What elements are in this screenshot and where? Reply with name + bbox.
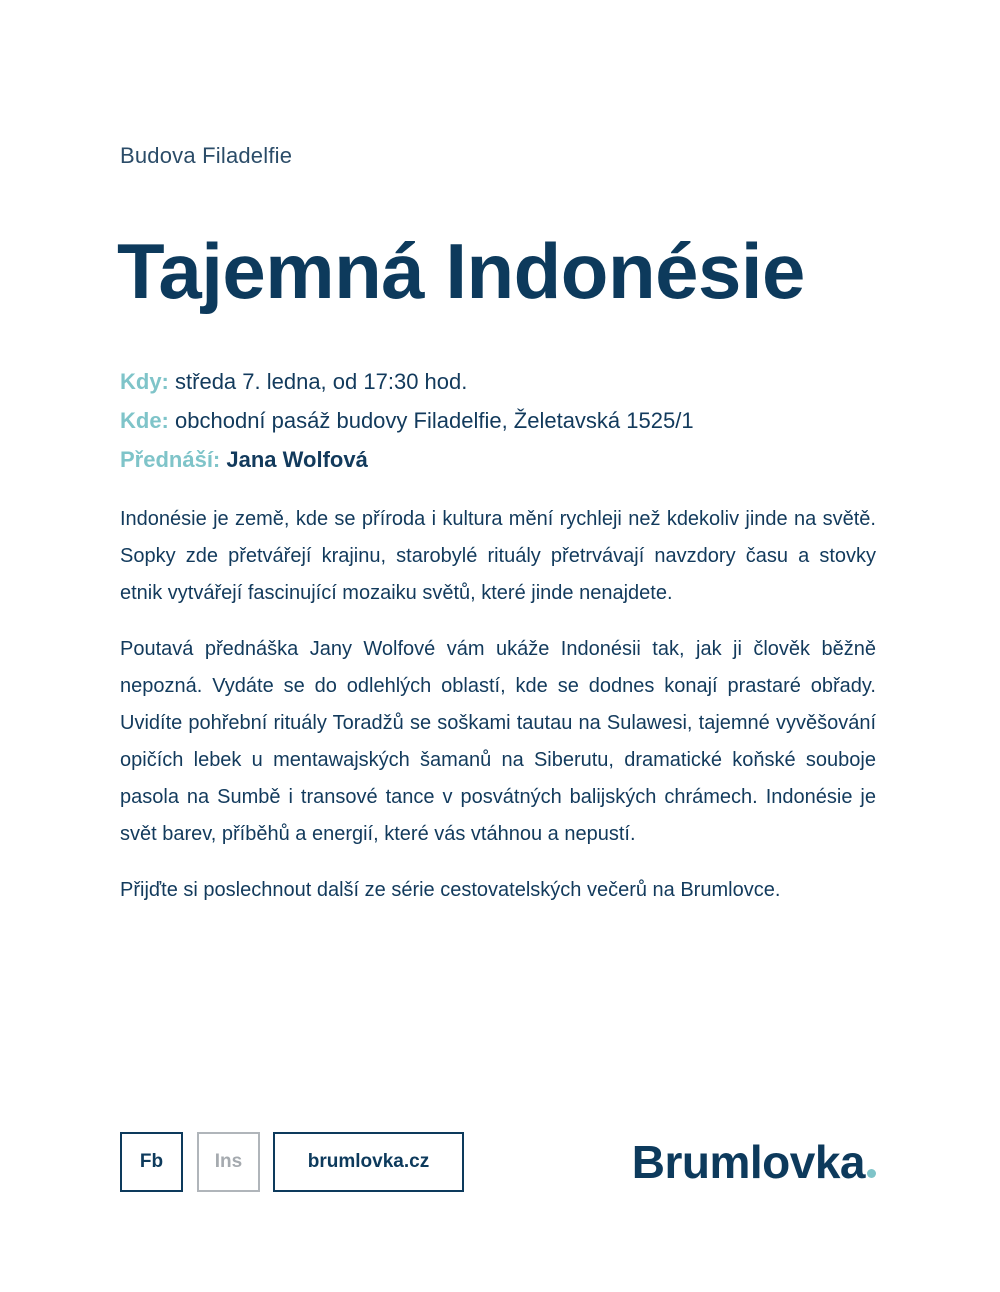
where-value: obchodní pasáž budovy Filadelfie, Želetavská 1525/1 [175, 408, 694, 433]
info-when [120, 362, 694, 401]
venue-label: Budova Filadelfie [120, 143, 293, 168]
event-title: Tajemná Indonésie [117, 227, 805, 315]
speaker-label: Přednáší: [120, 447, 221, 472]
event-info [120, 362, 694, 479]
info-speaker [120, 440, 694, 479]
when-label: Kdy: [120, 369, 169, 394]
speaker-value: Jana Wolfová [226, 447, 368, 472]
website-link[interactable]: brumlovka.cz [273, 1132, 464, 1192]
brumlovka-logo [632, 1135, 876, 1189]
instagram-button[interactable]: Ins [197, 1132, 260, 1192]
description-paragraph-1: Indonésie je země, kde se příroda i kultura mění rychleji než kdekoliv jinde na světě. Sopky zde přetvářejí krajinu, starobylé rituály přetrvávají navzdory času a stovky etnik vytvářejí fascinující mozaiku světů, které jinde nenajdete. [120, 508, 876, 604]
where-label: Kde: [120, 408, 169, 433]
description-paragraph-2: Poutavá přednáška Jany Wolfové vám ukáže Indonésii tak, jak ji člověk běžně nepozná. Vydáte se do odlehlých oblastí, kde se dodnes konají prastaré obřady. Uvidíte pohřební rituály Toradžů se soškami tautau na Sulawesi, tajemné vyvěšování opičích lebek u mentawajských šamanů na Siberutu, dramatické koňské souboje pasola na Sumbě i transové tance v posvátných balijských chrámech. Indonésie je svět barev, příběhů a energií, které vás vtáhnou a nepustí. [120, 638, 876, 845]
info-where [120, 401, 694, 440]
event-description [120, 501, 876, 928]
when-value: středa 7. ledna, od 17:30 hod. [175, 369, 468, 394]
footer [120, 1132, 876, 1196]
logo-dot-icon [867, 1169, 876, 1178]
facebook-button[interactable]: Fb [120, 1132, 183, 1192]
poster [117, 0, 876, 1292]
logo-text: Brumlovka [631, 1136, 865, 1188]
description-paragraph-3: Přijďte si poslechnout další ze série cestovatelských večerů na Brumlovce. [120, 879, 781, 901]
